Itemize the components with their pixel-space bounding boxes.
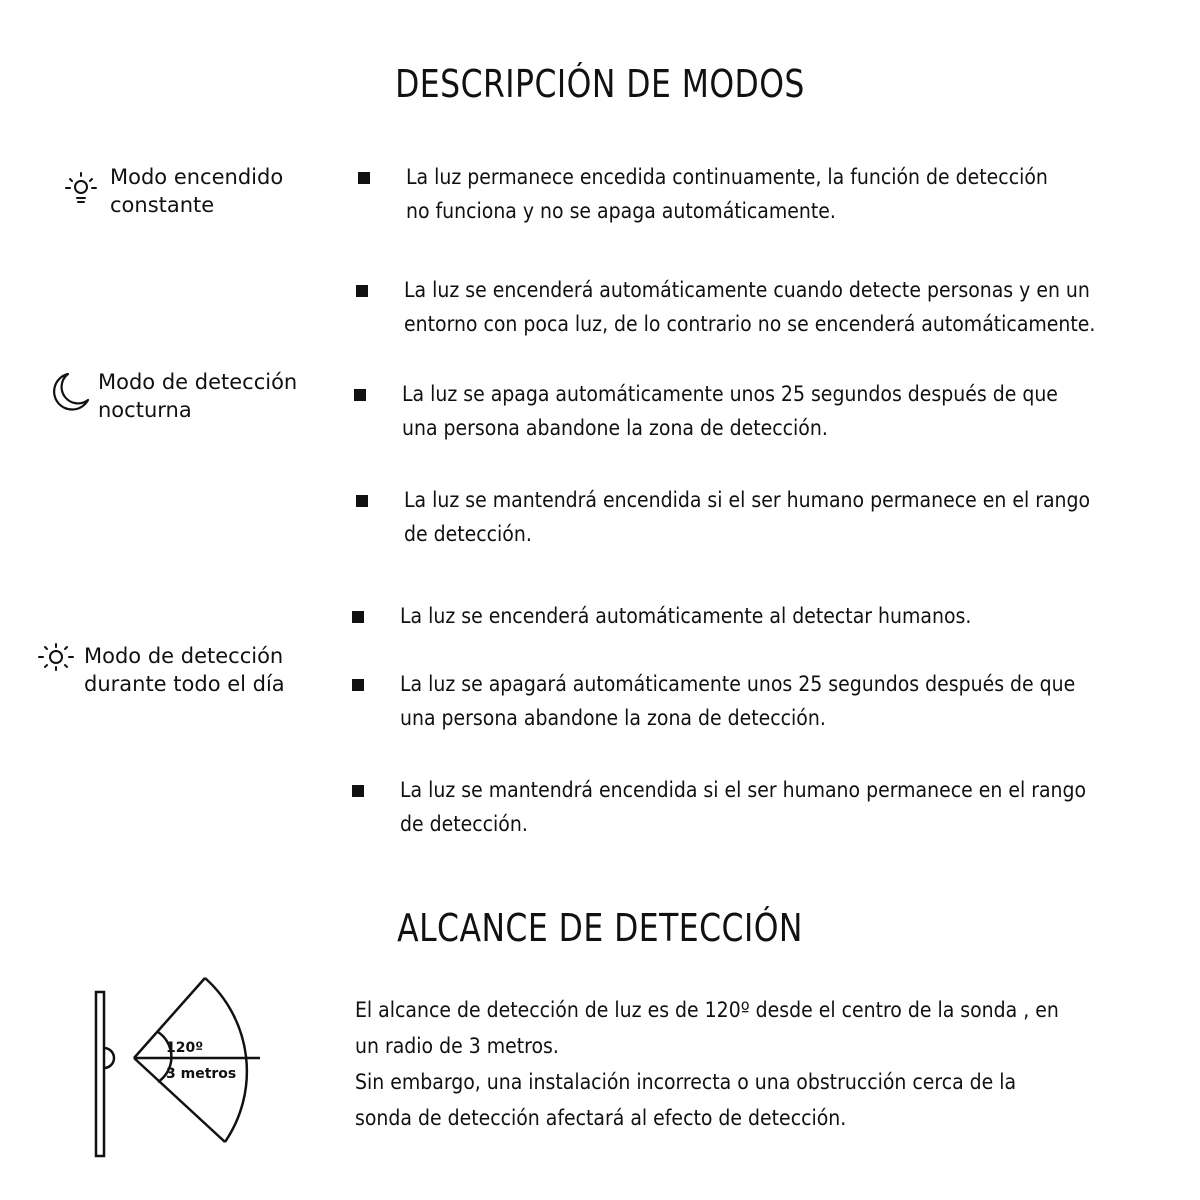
- bullet-square: [354, 389, 366, 401]
- bullet-item: [354, 377, 1058, 445]
- bullet-square: [356, 495, 368, 507]
- bullet-square: [352, 611, 364, 623]
- bullet-square: [352, 785, 364, 797]
- modes-title: DESCRIPCIÓN DE MODOS: [395, 62, 805, 106]
- bullet-text: La luz se encenderá automáticamente cuando detecte personas y en un entorno con poca luz, de lo contrario no se encenderá automáticamente.: [404, 278, 1096, 336]
- bullet-item: [352, 599, 971, 633]
- mode-constant-label: [62, 163, 283, 219]
- bullet-item: [352, 773, 1086, 841]
- bullet-item: [358, 160, 1048, 228]
- mode-allday-text: Modo de detección durante todo el día: [84, 644, 285, 696]
- mode-night-text: Modo de detección nocturna: [98, 370, 298, 422]
- bullet-item: [352, 667, 1075, 735]
- moon-icon: [48, 370, 92, 414]
- bullet-text: La luz se apaga automáticamente unos 25 segundos después de que una persona abandone la zona de detección.: [402, 382, 1058, 440]
- bullet-square: [356, 285, 368, 297]
- bullet-text: La luz se mantendrá encendida si el ser humano permanece en el rango de detección.: [400, 778, 1087, 836]
- bullet-item: [356, 483, 1090, 551]
- sensor-probe: [104, 1048, 114, 1068]
- range-arc: [205, 978, 247, 1142]
- sun-icon: [36, 642, 76, 676]
- bullet-text: La luz permanece encedida continuamente, la función de detección no funciona y no se apaga automáticamente.: [406, 165, 1048, 223]
- bullet-square: [358, 172, 370, 184]
- wall-mount: [96, 992, 104, 1156]
- range-title: ALCANCE DE DETECCIÓN: [397, 906, 803, 950]
- mode-constant-text: Modo encendido constante: [110, 165, 284, 217]
- bullet-text: La luz se apagará automáticamente unos 25 segundos después de que una persona abandone la zona de detección.: [400, 672, 1076, 730]
- bulb-icon: [62, 165, 100, 211]
- angle-label: 120º: [166, 1040, 204, 1056]
- bullet-text: La luz se mantendrá encendida si el ser humano permanece en el rango de detección.: [404, 488, 1091, 546]
- mode-night-label: [48, 368, 297, 424]
- mode-allday-label: [36, 642, 285, 698]
- detection-range-diagram: [60, 970, 290, 1160]
- bullet-text: La luz se encenderá automáticamente al detectar humanos.: [400, 604, 972, 628]
- bullet-item: [356, 273, 1095, 341]
- range-description: El alcance de detección de luz es de 120º desde el centro de la sonda , en un radio de 3 metros. Sin embargo, una instalación incorrecta o una obstrucción cerca de la sonda de detección afectará al efecto de detección.: [355, 998, 1059, 1130]
- distance-label: 3 metros: [166, 1066, 237, 1082]
- bullet-square: [352, 679, 364, 691]
